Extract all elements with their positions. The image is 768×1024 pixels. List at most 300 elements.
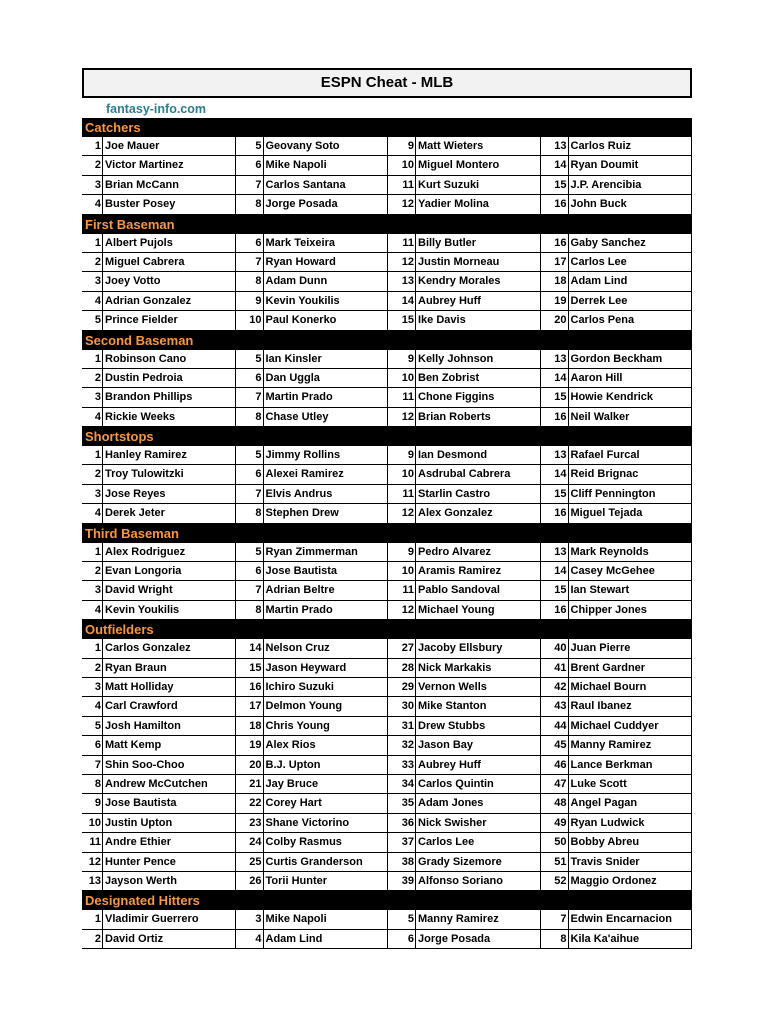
player-cell — [540, 872, 693, 891]
rank-number: 10 — [236, 311, 264, 329]
rank-number: 8 — [236, 504, 264, 522]
player-cell — [82, 775, 235, 794]
table-row — [82, 930, 692, 949]
player-cell — [82, 388, 235, 407]
rank-number: 13 — [541, 543, 569, 561]
player-cell — [82, 639, 235, 658]
player-cell — [235, 272, 388, 291]
player-name: Raul Ibanez — [570, 700, 632, 713]
player-name: Aramis Ramirez — [418, 565, 502, 578]
rank-number: 7 — [541, 910, 569, 928]
rank-number: 4 — [82, 195, 103, 213]
player-cell — [82, 292, 235, 311]
rank-number: 16 — [541, 601, 569, 619]
player-cell — [235, 311, 388, 330]
rank-number: 16 — [541, 408, 569, 426]
table-row — [82, 272, 692, 291]
section-header: Third Baseman — [82, 524, 692, 543]
section-header: Second Baseman — [82, 331, 692, 350]
rank-number: 27 — [388, 639, 416, 657]
table-row — [82, 195, 692, 214]
rank-number: 2 — [82, 465, 103, 483]
player-cell — [235, 292, 388, 311]
player-cell — [235, 137, 388, 156]
rank-number: 15 — [236, 659, 264, 677]
player-cell — [387, 601, 540, 620]
rank-number: 36 — [388, 814, 416, 832]
player-name: Manny Ramirez — [570, 739, 652, 752]
player-cell — [387, 137, 540, 156]
player-name: Adam Lind — [570, 275, 628, 288]
player-name: Chase Utley — [265, 410, 329, 423]
rank-number: 1 — [82, 639, 103, 657]
rank-number: 3 — [236, 910, 264, 928]
player-cell — [235, 910, 388, 929]
player-cell — [235, 504, 388, 523]
rank-number: 13 — [541, 350, 569, 368]
player-name: Delmon Young — [265, 700, 343, 713]
player-name: Drew Stubbs — [418, 719, 486, 732]
player-cell — [540, 814, 693, 833]
table-row — [82, 639, 692, 658]
player-name: Rickie Weeks — [105, 410, 176, 423]
player-cell — [387, 485, 540, 504]
rank-number: 42 — [541, 678, 569, 696]
player-name: Juan Pierre — [570, 642, 631, 655]
player-cell — [235, 853, 388, 872]
player-name: Jay Bruce — [265, 777, 319, 790]
player-name: Kelly Johnson — [418, 352, 494, 365]
table-row — [82, 388, 692, 407]
player-cell — [540, 234, 693, 253]
rank-number: 16 — [541, 504, 569, 522]
player-name: Derrek Lee — [570, 294, 628, 307]
player-name: Aubrey Huff — [418, 294, 481, 307]
player-name: Joe Mauer — [105, 140, 160, 152]
player-cell — [387, 350, 540, 369]
rank-number: 13 — [388, 272, 416, 290]
player-cell — [540, 639, 693, 658]
section-header: Shortstops — [82, 427, 692, 446]
player-cell — [235, 794, 388, 813]
player-name: John Buck — [570, 198, 627, 211]
player-name: Jose Bautista — [265, 565, 338, 578]
player-cell — [387, 736, 540, 755]
player-cell — [235, 156, 388, 175]
player-name: Ryan Braun — [105, 661, 167, 674]
player-name: Corey Hart — [265, 797, 322, 810]
player-name: Prince Fielder — [105, 314, 178, 327]
rank-number: 6 — [236, 465, 264, 483]
player-name: Jorge Posada — [418, 932, 491, 945]
player-cell — [82, 872, 235, 891]
rank-number: 1 — [82, 137, 103, 155]
rank-number: 17 — [236, 697, 264, 715]
player-name: Alex Rios — [265, 739, 316, 752]
rank-number: 45 — [541, 736, 569, 754]
table-row — [82, 853, 692, 872]
rank-number: 19 — [541, 292, 569, 310]
player-name: Carlos Lee — [418, 836, 475, 849]
rank-number: 12 — [388, 195, 416, 213]
player-name: Reid Brignac — [570, 468, 639, 481]
rank-number: 9 — [388, 543, 416, 561]
rank-number: 25 — [236, 853, 264, 871]
player-cell — [235, 446, 388, 465]
player-cell — [82, 543, 235, 562]
table-row — [82, 562, 692, 581]
player-name: Nick Markakis — [418, 661, 492, 674]
player-name: Jason Heyward — [265, 661, 347, 674]
player-name: Kila Ka'aihue — [570, 932, 640, 945]
player-name: Ryan Zimmerman — [265, 545, 358, 558]
player-cell — [540, 697, 693, 716]
player-name: Alexei Ramirez — [265, 468, 344, 481]
rank-number: 3 — [82, 485, 103, 503]
player-cell — [235, 736, 388, 755]
table-row — [82, 659, 692, 678]
table-row — [82, 137, 692, 156]
rank-number: 4 — [82, 504, 103, 522]
player-name: Carlos Pena — [570, 314, 635, 327]
rank-number: 14 — [541, 465, 569, 483]
player-cell — [235, 678, 388, 697]
player-name: Jose Reyes — [105, 487, 166, 500]
rank-number: 43 — [541, 697, 569, 715]
player-cell — [82, 717, 235, 736]
rank-number: 16 — [541, 234, 569, 252]
player-cell — [540, 543, 693, 562]
player-name: Alex Gonzalez — [418, 507, 493, 520]
rank-number: 1 — [82, 234, 103, 252]
player-cell — [387, 369, 540, 388]
table-row — [82, 736, 692, 755]
player-cell — [540, 446, 693, 465]
site-link[interactable]: fantasy-info.com — [106, 102, 207, 116]
player-cell — [387, 872, 540, 891]
rank-number: 6 — [82, 736, 103, 754]
player-name: Geovany Soto — [265, 140, 340, 152]
table-row — [82, 446, 692, 465]
table-row — [82, 369, 692, 388]
rank-number: 39 — [388, 872, 416, 890]
player-name: Jason Bay — [418, 739, 474, 752]
player-cell — [540, 311, 693, 330]
player-cell — [82, 504, 235, 523]
player-cell — [540, 736, 693, 755]
player-name: Hunter Pence — [105, 855, 176, 868]
player-cell — [82, 756, 235, 775]
player-name: Robinson Cano — [105, 352, 187, 365]
player-cell — [82, 678, 235, 697]
section-header: Catchers — [82, 118, 692, 137]
rank-number: 3 — [82, 272, 103, 290]
player-cell — [235, 562, 388, 581]
rank-number: 10 — [388, 156, 416, 174]
rank-number: 6 — [236, 234, 264, 252]
player-name: Chris Young — [265, 719, 330, 732]
rank-number: 1 — [82, 543, 103, 561]
rank-number: 2 — [82, 562, 103, 580]
rank-number: 11 — [388, 581, 416, 599]
rank-number: 5 — [82, 311, 103, 329]
rank-number: 7 — [236, 253, 264, 271]
player-cell — [387, 446, 540, 465]
player-name: Yadier Molina — [418, 198, 489, 211]
player-name: Aubrey Huff — [418, 758, 481, 771]
rank-number: 26 — [236, 872, 264, 890]
player-cell — [387, 717, 540, 736]
player-name: Asdrubal Cabrera — [418, 468, 511, 481]
rank-number: 7 — [236, 388, 264, 406]
rank-number: 13 — [82, 872, 103, 890]
player-cell — [540, 137, 693, 156]
player-cell — [82, 910, 235, 929]
player-cell — [540, 833, 693, 852]
rank-number: 5 — [236, 350, 264, 368]
rank-number: 50 — [541, 833, 569, 851]
table-row — [82, 543, 692, 562]
rank-number: 29 — [388, 678, 416, 696]
player-cell — [540, 853, 693, 872]
rank-number: 12 — [388, 253, 416, 271]
player-name: Derek Jeter — [105, 507, 165, 520]
rank-number: 15 — [541, 485, 569, 503]
rank-number: 14 — [541, 369, 569, 387]
player-cell — [82, 601, 235, 620]
player-cell — [387, 195, 540, 214]
player-name: Brian McCann — [105, 178, 179, 191]
table-row — [82, 872, 692, 891]
table-row — [82, 350, 692, 369]
player-cell — [235, 775, 388, 794]
player-name: Matt Holliday — [105, 680, 174, 693]
rank-number: 14 — [541, 156, 569, 174]
player-name: Ryan Doumit — [570, 159, 639, 172]
player-cell — [235, 697, 388, 716]
player-name: Ian Kinsler — [265, 352, 322, 365]
player-cell — [82, 272, 235, 291]
table-row — [82, 775, 692, 794]
table-row — [82, 156, 692, 175]
player-name: Lance Berkman — [570, 758, 653, 771]
player-name: Buster Posey — [105, 198, 176, 211]
rank-number: 31 — [388, 717, 416, 735]
player-name: Shin Soo-Choo — [105, 758, 185, 771]
player-cell — [540, 292, 693, 311]
player-cell — [235, 234, 388, 253]
rank-number: 1 — [82, 350, 103, 368]
table-row — [82, 253, 692, 272]
player-name: Nick Swisher — [418, 816, 487, 829]
player-name: Colby Rasmus — [265, 836, 342, 849]
player-cell — [82, 369, 235, 388]
player-cell — [387, 388, 540, 407]
player-cell — [540, 910, 693, 929]
rank-number: 37 — [388, 833, 416, 851]
player-cell — [235, 601, 388, 620]
player-name: Howie Kendrick — [570, 391, 654, 404]
player-name: David Wright — [105, 584, 173, 597]
player-cell — [387, 292, 540, 311]
player-cell — [82, 794, 235, 813]
player-name: Carlos Lee — [570, 255, 627, 268]
table-row — [82, 176, 692, 195]
rank-number: 46 — [541, 756, 569, 774]
rank-number: 11 — [388, 485, 416, 503]
rank-number: 3 — [82, 678, 103, 696]
player-cell — [387, 756, 540, 775]
rank-number: 40 — [541, 639, 569, 657]
player-cell — [387, 697, 540, 716]
player-name: Vladimir Guerrero — [105, 913, 199, 926]
player-cell — [387, 465, 540, 484]
player-name: Kevin Youkilis — [105, 603, 180, 616]
player-cell — [387, 504, 540, 523]
player-name: Travis Snider — [570, 855, 640, 868]
player-name: Victor Martinez — [105, 159, 184, 172]
rank-number: 4 — [82, 292, 103, 310]
player-name: Josh Hamilton — [105, 719, 181, 732]
rank-number: 12 — [388, 504, 416, 522]
rank-number: 7 — [236, 581, 264, 599]
rank-number: 5 — [388, 910, 416, 928]
player-name: B.J. Upton — [265, 758, 321, 771]
rank-number: 11 — [388, 176, 416, 194]
player-cell — [540, 388, 693, 407]
player-name: Casey McGehee — [570, 565, 655, 578]
cheat-sheet — [82, 68, 692, 949]
player-name: Jayson Werth — [105, 874, 177, 887]
player-cell — [82, 465, 235, 484]
rank-number: 44 — [541, 717, 569, 735]
rank-number: 10 — [388, 562, 416, 580]
rank-number: 14 — [388, 292, 416, 310]
player-cell — [82, 137, 235, 156]
player-name: Kurt Suzuki — [418, 178, 480, 191]
player-cell — [235, 581, 388, 600]
player-cell — [387, 311, 540, 330]
rank-number: 5 — [236, 446, 264, 464]
player-cell — [235, 195, 388, 214]
rank-number: 48 — [541, 794, 569, 812]
player-cell — [235, 814, 388, 833]
player-name: Bobby Abreu — [570, 836, 640, 849]
player-name: Carl Crawford — [105, 700, 178, 713]
player-cell — [82, 485, 235, 504]
player-name: Brian Roberts — [418, 410, 491, 423]
player-cell — [540, 253, 693, 272]
rank-number: 3 — [82, 581, 103, 599]
player-name: Troy Tulowitzki — [105, 468, 184, 481]
player-name: Evan Longoria — [105, 565, 182, 578]
player-name: Edwin Encarnacion — [570, 913, 672, 926]
player-cell — [387, 562, 540, 581]
player-cell — [387, 910, 540, 929]
rank-number: 3 — [82, 176, 103, 194]
player-cell — [387, 408, 540, 427]
rank-number: 8 — [82, 775, 103, 793]
player-name: Andrew McCutchen — [105, 777, 208, 790]
player-name: Albert Pujols — [105, 236, 173, 249]
player-cell — [540, 504, 693, 523]
rank-number: 7 — [236, 176, 264, 194]
rank-number: 21 — [236, 775, 264, 793]
player-name: J.P. Arencibia — [570, 178, 642, 191]
rank-number: 4 — [82, 408, 103, 426]
rank-number: 20 — [541, 311, 569, 329]
player-cell — [540, 156, 693, 175]
player-cell — [82, 833, 235, 852]
rank-number: 6 — [236, 369, 264, 387]
player-cell — [387, 678, 540, 697]
rank-number: 20 — [236, 756, 264, 774]
player-name: Torii Hunter — [265, 874, 328, 887]
table-row — [82, 756, 692, 775]
player-name: Adrian Gonzalez — [105, 294, 192, 307]
player-name: Paul Konerko — [265, 314, 337, 327]
rank-number: 8 — [236, 408, 264, 426]
player-name: Matt Wieters — [418, 140, 484, 152]
rank-number: 14 — [541, 562, 569, 580]
rank-number: 12 — [82, 853, 103, 871]
table-row — [82, 465, 692, 484]
player-name: Neil Walker — [570, 410, 630, 423]
rank-number: 4 — [236, 930, 264, 948]
rank-number: 12 — [388, 601, 416, 619]
rank-number: 23 — [236, 814, 264, 832]
player-cell — [387, 833, 540, 852]
rank-number: 15 — [388, 311, 416, 329]
player-name: Hanley Ramirez — [105, 449, 187, 462]
table-row — [82, 794, 692, 813]
player-cell — [387, 272, 540, 291]
player-cell — [235, 408, 388, 427]
rank-number: 28 — [388, 659, 416, 677]
player-name: Ryan Ludwick — [570, 816, 645, 829]
rank-number: 16 — [541, 195, 569, 213]
player-name: Adam Dunn — [265, 275, 328, 288]
player-cell — [235, 659, 388, 678]
player-cell — [387, 156, 540, 175]
player-name: Aaron Hill — [570, 371, 623, 384]
rank-number: 3 — [82, 388, 103, 406]
rank-number: 16 — [236, 678, 264, 696]
player-name: Kendry Morales — [418, 275, 501, 288]
player-cell — [387, 253, 540, 272]
rank-number: 7 — [82, 756, 103, 774]
player-name: Ian Stewart — [570, 584, 630, 597]
player-cell — [540, 678, 693, 697]
player-cell — [82, 253, 235, 272]
player-name: Curtis Granderson — [265, 855, 363, 868]
player-cell — [540, 176, 693, 195]
rank-number: 18 — [236, 717, 264, 735]
rank-number: 47 — [541, 775, 569, 793]
section-header: First Baseman — [82, 215, 692, 234]
player-name: Angel Pagan — [570, 797, 638, 810]
player-name: Cliff Pennington — [570, 487, 656, 500]
rank-number: 4 — [82, 697, 103, 715]
table-row — [82, 678, 692, 697]
rank-number: 32 — [388, 736, 416, 754]
table-row — [82, 234, 692, 253]
player-name: Miguel Cabrera — [105, 255, 185, 268]
player-name: Pablo Sandoval — [418, 584, 500, 597]
sections-container — [82, 118, 692, 949]
player-cell — [235, 388, 388, 407]
rank-number: 14 — [236, 639, 264, 657]
